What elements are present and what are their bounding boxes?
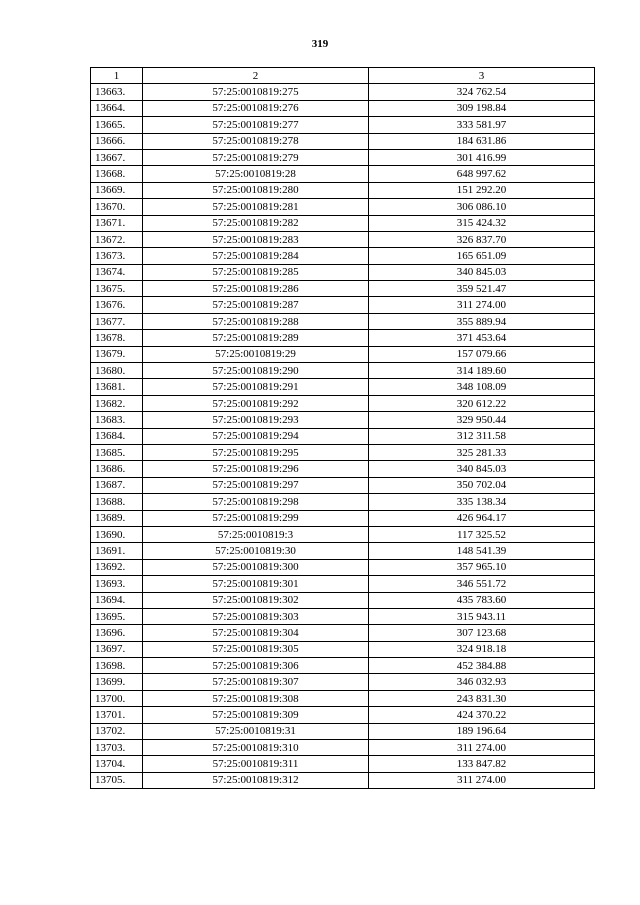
row-number-cell: 13695. bbox=[91, 608, 143, 624]
row-number-cell: 13676. bbox=[91, 297, 143, 313]
cadastral-number-cell: 57:25:0010819:283 bbox=[143, 231, 369, 247]
cadastral-value-cell: 350 702.04 bbox=[369, 477, 595, 493]
cadastral-number-cell: 57:25:0010819:306 bbox=[143, 658, 369, 674]
row-number-cell: 13663. bbox=[91, 84, 143, 100]
cadastral-number-cell: 57:25:0010819:305 bbox=[143, 641, 369, 657]
row-number-cell: 13667. bbox=[91, 149, 143, 165]
cadastral-number-cell: 57:25:0010819:308 bbox=[143, 690, 369, 706]
cadastral-value-cell: 306 086.10 bbox=[369, 199, 595, 215]
table-row bbox=[91, 625, 595, 641]
cadastral-value-cell: 324 918.18 bbox=[369, 641, 595, 657]
table-row bbox=[91, 772, 595, 788]
cadastral-value-cell: 165 651.09 bbox=[369, 248, 595, 264]
table-row bbox=[91, 231, 595, 247]
table-row bbox=[91, 346, 595, 362]
cadastral-value-table bbox=[90, 67, 595, 789]
row-number-cell: 13672. bbox=[91, 231, 143, 247]
row-number-cell: 13684. bbox=[91, 428, 143, 444]
table-row bbox=[91, 707, 595, 723]
cadastral-number-cell: 57:25:0010819:307 bbox=[143, 674, 369, 690]
cadastral-value-cell: 355 889.94 bbox=[369, 313, 595, 329]
table-row bbox=[91, 428, 595, 444]
cadastral-value-cell: 346 551.72 bbox=[369, 576, 595, 592]
table-row bbox=[91, 444, 595, 460]
table-row bbox=[91, 608, 595, 624]
table-row bbox=[91, 740, 595, 756]
table-row bbox=[91, 100, 595, 116]
cadastral-number-cell: 57:25:0010819:280 bbox=[143, 182, 369, 198]
cadastral-value-cell: 371 453.64 bbox=[369, 330, 595, 346]
row-number-cell: 13666. bbox=[91, 133, 143, 149]
table-row bbox=[91, 510, 595, 526]
table-row bbox=[91, 84, 595, 100]
cadastral-value-cell: 312 311.58 bbox=[369, 428, 595, 444]
table-row bbox=[91, 559, 595, 575]
column-header-2: 2 bbox=[143, 68, 369, 84]
cadastral-value-cell: 346 032.93 bbox=[369, 674, 595, 690]
cadastral-number-cell: 57:25:0010819:29 bbox=[143, 346, 369, 362]
row-number-cell: 13674. bbox=[91, 264, 143, 280]
row-number-cell: 13703. bbox=[91, 740, 143, 756]
row-number-cell: 13700. bbox=[91, 690, 143, 706]
cadastral-number-cell: 57:25:0010819:303 bbox=[143, 608, 369, 624]
cadastral-value-cell: 325 281.33 bbox=[369, 444, 595, 460]
cadastral-number-cell: 57:25:0010819:301 bbox=[143, 576, 369, 592]
cadastral-number-cell: 57:25:0010819:309 bbox=[143, 707, 369, 723]
cadastral-number-cell: 57:25:0010819:276 bbox=[143, 100, 369, 116]
cadastral-value-cell: 340 845.03 bbox=[369, 264, 595, 280]
cadastral-number-cell: 57:25:0010819:279 bbox=[143, 149, 369, 165]
table-row bbox=[91, 149, 595, 165]
cadastral-number-cell: 57:25:0010819:294 bbox=[143, 428, 369, 444]
table-row bbox=[91, 592, 595, 608]
row-number-cell: 13673. bbox=[91, 248, 143, 264]
cadastral-value-cell: 435 783.60 bbox=[369, 592, 595, 608]
cadastral-value-cell: 359 521.47 bbox=[369, 281, 595, 297]
cadastral-number-cell: 57:25:0010819:302 bbox=[143, 592, 369, 608]
cadastral-number-cell: 57:25:0010819:288 bbox=[143, 313, 369, 329]
table-row bbox=[91, 461, 595, 477]
cadastral-number-cell: 57:25:0010819:28 bbox=[143, 166, 369, 182]
cadastral-number-cell: 57:25:0010819:285 bbox=[143, 264, 369, 280]
row-number-cell: 13689. bbox=[91, 510, 143, 526]
table-row bbox=[91, 674, 595, 690]
table-row bbox=[91, 658, 595, 674]
row-number-cell: 13696. bbox=[91, 625, 143, 641]
table-row bbox=[91, 543, 595, 559]
table-row bbox=[91, 576, 595, 592]
cadastral-value-cell: 151 292.20 bbox=[369, 182, 595, 198]
cadastral-value-cell: 309 198.84 bbox=[369, 100, 595, 116]
cadastral-number-cell: 57:25:0010819:310 bbox=[143, 740, 369, 756]
cadastral-value-cell: 133 847.82 bbox=[369, 756, 595, 772]
table-header bbox=[91, 68, 595, 84]
cadastral-value-cell: 357 965.10 bbox=[369, 559, 595, 575]
row-number-cell: 13677. bbox=[91, 313, 143, 329]
table-row bbox=[91, 248, 595, 264]
table-row bbox=[91, 215, 595, 231]
row-number-cell: 13699. bbox=[91, 674, 143, 690]
cadastral-number-cell: 57:25:0010819:304 bbox=[143, 625, 369, 641]
cadastral-value-cell: 329 950.44 bbox=[369, 412, 595, 428]
row-number-cell: 13668. bbox=[91, 166, 143, 182]
cadastral-value-cell: 424 370.22 bbox=[369, 707, 595, 723]
column-header-3: 3 bbox=[369, 68, 595, 84]
row-number-cell: 13670. bbox=[91, 199, 143, 215]
row-number-cell: 13683. bbox=[91, 412, 143, 428]
cadastral-value-cell: 243 831.30 bbox=[369, 690, 595, 706]
row-number-cell: 13701. bbox=[91, 707, 143, 723]
cadastral-value-cell: 311 274.00 bbox=[369, 772, 595, 788]
cadastral-number-cell: 57:25:0010819:289 bbox=[143, 330, 369, 346]
cadastral-value-cell: 340 845.03 bbox=[369, 461, 595, 477]
table-row bbox=[91, 264, 595, 280]
table-body bbox=[91, 84, 595, 789]
cadastral-value-cell: 315 424.32 bbox=[369, 215, 595, 231]
row-number-cell: 13688. bbox=[91, 494, 143, 510]
cadastral-value-cell: 324 762.54 bbox=[369, 84, 595, 100]
row-number-cell: 13698. bbox=[91, 658, 143, 674]
cadastral-number-cell: 57:25:0010819:281 bbox=[143, 199, 369, 215]
page-number: 319 bbox=[311, 38, 329, 50]
table-row bbox=[91, 477, 595, 493]
table-row bbox=[91, 723, 595, 739]
table-row bbox=[91, 526, 595, 542]
row-number-cell: 13669. bbox=[91, 182, 143, 198]
table-row bbox=[91, 281, 595, 297]
row-number-cell: 13678. bbox=[91, 330, 143, 346]
cadastral-number-cell: 57:25:0010819:291 bbox=[143, 379, 369, 395]
cadastral-value-cell: 426 964.17 bbox=[369, 510, 595, 526]
row-number-cell: 13687. bbox=[91, 477, 143, 493]
row-number-cell: 13705. bbox=[91, 772, 143, 788]
cadastral-value-cell: 311 274.00 bbox=[369, 297, 595, 313]
cadastral-number-cell: 57:25:0010819:312 bbox=[143, 772, 369, 788]
table-row bbox=[91, 199, 595, 215]
table-row bbox=[91, 182, 595, 198]
table-header-row bbox=[91, 68, 595, 84]
row-number-cell: 13686. bbox=[91, 461, 143, 477]
row-number-cell: 13704. bbox=[91, 756, 143, 772]
cadastral-number-cell: 57:25:0010819:311 bbox=[143, 756, 369, 772]
cadastral-number-cell: 57:25:0010819:300 bbox=[143, 559, 369, 575]
cadastral-value-cell: 314 189.60 bbox=[369, 363, 595, 379]
cadastral-value-cell: 315 943.11 bbox=[369, 608, 595, 624]
table-row bbox=[91, 297, 595, 313]
row-number-cell: 13693. bbox=[91, 576, 143, 592]
cadastral-value-cell: 335 138.34 bbox=[369, 494, 595, 510]
cadastral-value-cell: 148 541.39 bbox=[369, 543, 595, 559]
table-row bbox=[91, 117, 595, 133]
cadastral-value-cell: 320 612.22 bbox=[369, 395, 595, 411]
row-number-cell: 13685. bbox=[91, 444, 143, 460]
cadastral-number-cell: 57:25:0010819:292 bbox=[143, 395, 369, 411]
table-row bbox=[91, 313, 595, 329]
table-row bbox=[91, 363, 595, 379]
cadastral-number-cell: 57:25:0010819:286 bbox=[143, 281, 369, 297]
row-number-cell: 13682. bbox=[91, 395, 143, 411]
cadastral-value-cell: 184 631.86 bbox=[369, 133, 595, 149]
cadastral-value-cell: 648 997.62 bbox=[369, 166, 595, 182]
row-number-cell: 13680. bbox=[91, 363, 143, 379]
row-number-cell: 13702. bbox=[91, 723, 143, 739]
cadastral-value-cell: 301 416.99 bbox=[369, 149, 595, 165]
cadastral-value-cell: 326 837.70 bbox=[369, 231, 595, 247]
row-number-cell: 13675. bbox=[91, 281, 143, 297]
cadastral-number-cell: 57:25:0010819:31 bbox=[143, 723, 369, 739]
cadastral-value-cell: 117 325.52 bbox=[369, 526, 595, 542]
cadastral-number-cell: 57:25:0010819:293 bbox=[143, 412, 369, 428]
cadastral-value-cell: 307 123.68 bbox=[369, 625, 595, 641]
table-row bbox=[91, 494, 595, 510]
cadastral-value-cell: 348 108.09 bbox=[369, 379, 595, 395]
row-number-cell: 13664. bbox=[91, 100, 143, 116]
cadastral-value-cell: 189 196.64 bbox=[369, 723, 595, 739]
table-row bbox=[91, 330, 595, 346]
row-number-cell: 13692. bbox=[91, 559, 143, 575]
cadastral-number-cell: 57:25:0010819:282 bbox=[143, 215, 369, 231]
table-row bbox=[91, 133, 595, 149]
row-number-cell: 13691. bbox=[91, 543, 143, 559]
table-row bbox=[91, 166, 595, 182]
row-number-cell: 13665. bbox=[91, 117, 143, 133]
cadastral-number-cell: 57:25:0010819:3 bbox=[143, 526, 369, 542]
cadastral-number-cell: 57:25:0010819:297 bbox=[143, 477, 369, 493]
cadastral-number-cell: 57:25:0010819:299 bbox=[143, 510, 369, 526]
row-number-cell: 13694. bbox=[91, 592, 143, 608]
cadastral-number-cell: 57:25:0010819:295 bbox=[143, 444, 369, 460]
cadastral-value-cell: 333 581.97 bbox=[369, 117, 595, 133]
table-row bbox=[91, 395, 595, 411]
cadastral-value-cell: 311 274.00 bbox=[369, 740, 595, 756]
row-number-cell: 13690. bbox=[91, 526, 143, 542]
row-number-cell: 13697. bbox=[91, 641, 143, 657]
cadastral-number-cell: 57:25:0010819:275 bbox=[143, 84, 369, 100]
cadastral-number-cell: 57:25:0010819:298 bbox=[143, 494, 369, 510]
table-row bbox=[91, 756, 595, 772]
row-number-cell: 13681. bbox=[91, 379, 143, 395]
table-row bbox=[91, 641, 595, 657]
row-number-cell: 13671. bbox=[91, 215, 143, 231]
cadastral-number-cell: 57:25:0010819:30 bbox=[143, 543, 369, 559]
table-row bbox=[91, 690, 595, 706]
column-header-1: 1 bbox=[91, 68, 143, 84]
cadastral-number-cell: 57:25:0010819:296 bbox=[143, 461, 369, 477]
cadastral-number-cell: 57:25:0010819:287 bbox=[143, 297, 369, 313]
cadastral-number-cell: 57:25:0010819:278 bbox=[143, 133, 369, 149]
table-row bbox=[91, 412, 595, 428]
row-number-cell: 13679. bbox=[91, 346, 143, 362]
cadastral-value-cell: 452 384.88 bbox=[369, 658, 595, 674]
cadastral-number-cell: 57:25:0010819:284 bbox=[143, 248, 369, 264]
cadastral-number-cell: 57:25:0010819:290 bbox=[143, 363, 369, 379]
table-row bbox=[91, 379, 595, 395]
cadastral-value-cell: 157 079.66 bbox=[369, 346, 595, 362]
cadastral-number-cell: 57:25:0010819:277 bbox=[143, 117, 369, 133]
